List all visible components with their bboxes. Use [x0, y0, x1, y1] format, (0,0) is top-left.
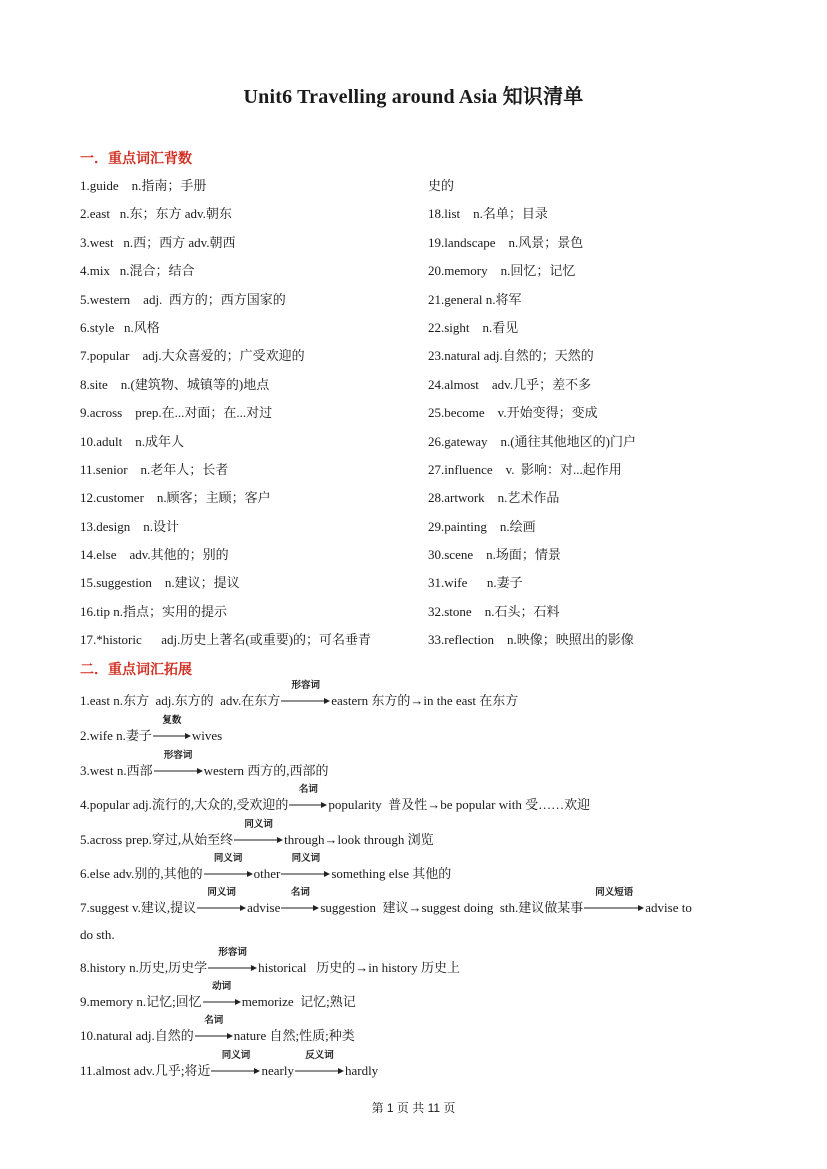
expansion-item: [80, 853, 452, 883]
vocab-item-text: 20.memory n.回忆；记忆: [428, 263, 576, 279]
vocab-item-text: 1.guide n.指南；手册: [80, 178, 207, 193]
vocab-item: [428, 262, 773, 290]
vocab-item-text: 32.stone n.石头；石料: [428, 603, 560, 619]
vocab-item: [80, 262, 425, 290]
expansion-text: hardly: [344, 1063, 379, 1078]
relation-arrow: [294, 1050, 345, 1080]
expansion-text: other: [253, 866, 281, 881]
expansion-item: [80, 784, 591, 814]
section-heading-expansion: 二．重点词汇拓展: [80, 661, 192, 677]
arrow-label: 名词: [298, 784, 318, 795]
vocab-item-text: 31.wife n.妻子: [428, 575, 523, 591]
expansion-text: popularity 普及性→be popular with 受……欢迎: [328, 797, 591, 812]
vocab-item: [80, 546, 425, 574]
expansion-item: [80, 750, 329, 780]
arrow-line-icon: [294, 1066, 345, 1076]
vocab-item: [80, 205, 425, 233]
vocab-item-text: 15.suggestion n.建议；提议: [80, 575, 240, 591]
vocab-item-text: 12.customer n.顾客；主顾；客户: [80, 490, 271, 506]
vocab-item: [428, 518, 773, 546]
vocab-item: [428, 376, 773, 404]
expansion-item: [80, 981, 356, 1011]
arrow-line-icon: [288, 800, 328, 810]
arrow-line-icon: [202, 997, 242, 1007]
vocab-item-text: 21.general n.将军: [428, 291, 522, 307]
vocab-item: [428, 574, 773, 602]
vocab-item: [428, 433, 773, 461]
vocab-item: [80, 603, 425, 631]
arrow-line-icon: [210, 1066, 261, 1076]
vocab-item-text: 14.else adv.其他的；别的: [80, 547, 229, 563]
vocab-item-text: 22.sight n.看见: [428, 319, 519, 335]
arrow-line-icon: [203, 869, 254, 879]
vocab-item: [428, 177, 773, 205]
vocab-item: [428, 489, 773, 517]
vocab-item-text: 2.east n.东；东方 adv.朝东: [80, 206, 232, 222]
vocab-item-text: 28.artwork n.艺术作品: [428, 490, 560, 506]
expansion-text: 1.east n.东方 adj.东方的 adv.在东方: [80, 693, 281, 708]
vocab-item: [80, 461, 425, 489]
arrow-line-icon: [280, 903, 320, 913]
arrow-line-icon: [280, 869, 331, 879]
vocab-list-left: [80, 177, 425, 660]
arrow-line-icon: [196, 903, 247, 913]
vocab-item-text: 17.*historic adj.历史上著名(或重要)的；可名垂青: [80, 632, 372, 648]
arrow-line-icon: [233, 835, 284, 845]
expansion-text: something else 其他的: [331, 866, 452, 881]
vocab-item-text: 33.reflection n.映像；映照出的影像: [428, 632, 634, 648]
expansion-text: 8.history n.历史,历史学: [80, 960, 208, 975]
arrow-label: 形容词: [291, 680, 321, 691]
expansion-item: [80, 1015, 355, 1045]
vocab-item: [80, 518, 425, 546]
expansion-item: [80, 680, 519, 710]
arrow-label: 同义词: [221, 1050, 251, 1061]
page-footer: 第 1 页 共 11 页: [371, 1101, 456, 1115]
vocab-item-text: 3.west n.西；西方 adv.朝西: [80, 234, 236, 250]
vocab-list-right: [428, 177, 773, 660]
page-title: Unit6 Travelling around Asia 知识清单: [243, 86, 584, 108]
relation-arrow: [288, 784, 328, 814]
vocab-item: [80, 376, 425, 404]
relation-arrow: [196, 887, 247, 917]
expansion-text: 11.almost adv.几乎;将近: [80, 1063, 211, 1078]
relation-arrow: [210, 1050, 261, 1080]
expansion-text: 4.popular adj.流行的,大众的,受欢迎的: [80, 797, 289, 812]
arrow-line-icon: [280, 696, 331, 706]
expansion-text: historical 历史的→in history 历史上: [258, 960, 460, 975]
expansion-text: eastern 东方的→in the east 在东方: [331, 693, 519, 708]
relation-arrow: [207, 947, 258, 977]
vocab-item: [428, 234, 773, 262]
arrow-line-icon: [194, 1031, 234, 1041]
vocab-item-text: 16.tip n.指点；实用的提示: [80, 603, 227, 619]
relation-arrow: [583, 887, 645, 917]
expansion-text: memorize 记忆;熟记: [241, 994, 356, 1009]
expansion-text: 6.else adv.别的,其他的: [80, 866, 203, 881]
arrow-line-icon: [153, 766, 204, 776]
vocab-item: [428, 631, 773, 659]
arrow-label: 复数: [162, 715, 182, 726]
arrow-label: 名词: [204, 1015, 224, 1026]
arrow-label: 同义词: [207, 887, 236, 898]
vocab-item-text: 8.site n.(建筑物、城镇等的)地点: [80, 376, 270, 392]
relation-arrow: [280, 680, 331, 710]
expansion-item: [80, 819, 434, 849]
expansion-text: suggestion 建议→suggest doing sth.建议做某事: [320, 900, 584, 915]
vocab-item-text: 30.scene n.场面；情景: [428, 547, 561, 563]
arrow-label: 同义词: [213, 853, 243, 864]
relation-arrow: [203, 853, 254, 883]
vocab-item-text: 6.style n.风格: [80, 319, 160, 335]
expansion-text: western 西方的,西部的: [203, 763, 329, 778]
relation-arrow: [280, 887, 320, 917]
relation-arrow: [280, 853, 331, 883]
vocab-item-text: 13.design n.设计: [80, 518, 179, 534]
expansion-item: [80, 715, 223, 745]
arrow-label: 同义短语: [595, 887, 634, 898]
relation-arrow: [202, 981, 242, 1011]
vocab-item: [80, 433, 425, 461]
expansion-text: 5.across prep.穿过,从始至终: [80, 832, 234, 847]
vocab-item-text: 9.across prep.在...对面；在...对过: [80, 405, 273, 421]
expansion-text: advise to: [645, 900, 692, 915]
vocab-item: [80, 489, 425, 517]
vocab-item: [80, 291, 425, 319]
vocab-item-text: 19.landscape n.风景；景色: [428, 234, 584, 250]
vocab-item: [428, 319, 773, 347]
expansion-text: advise: [247, 900, 281, 915]
expansion-continuation: do sth.: [80, 927, 115, 942]
expansion-text: through→look through 浏览: [284, 832, 434, 847]
vocab-item: [428, 291, 773, 319]
vocab-item-text: 4.mix n.混合；结合: [80, 263, 195, 279]
vocab-item-text: 27.influence v. 影响：对...起作用: [428, 461, 622, 477]
vocab-item: [428, 205, 773, 233]
arrow-label: 动词: [212, 981, 232, 992]
vocab-item-text: 29.painting n.绘画: [428, 518, 536, 534]
expansion-item: [80, 947, 460, 977]
arrow-label: 形容词: [218, 947, 247, 958]
expansion-text: 9.memory n.记忆;回忆: [80, 994, 202, 1009]
vocab-item: [80, 234, 425, 262]
expansion-text: 3.west n.西部: [80, 763, 153, 778]
expansion-text: 7.suggest v.建议,提议: [80, 900, 197, 915]
section-heading-vocab: 一．重点词汇背数: [80, 150, 192, 166]
vocab-item: [80, 574, 425, 602]
vocab-item-text: 史的: [428, 178, 455, 193]
vocab-item-text: 23.natural adj.自然的；天然的: [428, 348, 594, 364]
relation-arrow: [153, 750, 204, 780]
relation-arrow: [152, 715, 192, 745]
vocab-item-text: 7.popular adj.大众喜爱的；广受欢迎的: [80, 348, 305, 364]
vocab-item-text: 11.senior n.老年人；长者: [80, 461, 229, 477]
arrow-line-icon: [583, 903, 645, 913]
arrow-label: 名词: [290, 887, 310, 898]
relation-arrow: [233, 819, 284, 849]
arrow-label: 反义词: [305, 1050, 334, 1061]
vocab-item: [428, 461, 773, 489]
vocab-item: [80, 177, 425, 205]
vocab-item-text: 18.list n.名单；目录: [428, 206, 548, 222]
vocab-item-text: 26.gateway n.(通往其他地区的)门户: [428, 433, 636, 449]
vocab-item-text: 10.adult n.成年人: [80, 433, 184, 449]
vocab-item-text: 5.western adj. 西方的；西方国家的: [80, 291, 286, 307]
arrow-label: 同义词: [291, 853, 321, 864]
expansion-item: [80, 887, 692, 917]
arrow-line-icon: [207, 963, 258, 973]
arrow-line-icon: [152, 731, 192, 741]
arrow-label: 同义词: [244, 819, 273, 830]
vocab-item: [80, 404, 425, 432]
expansion-item: [80, 1050, 379, 1080]
expansion-text: wives: [191, 728, 223, 743]
arrow-label: 形容词: [163, 750, 193, 761]
vocab-item-text: 25.become v.开始变得；变成: [428, 405, 598, 421]
relation-arrow: [194, 1015, 234, 1045]
vocab-item: [80, 319, 425, 347]
vocab-item: [428, 347, 773, 375]
vocab-item: [428, 603, 773, 631]
expansion-text: nearly: [261, 1063, 294, 1078]
expansion-text: 10.natural adj.自然的: [80, 1028, 194, 1043]
vocab-item-text: 24.almost adv.几乎；差不多: [428, 376, 592, 392]
vocab-item: [428, 404, 773, 432]
vocab-item: [80, 631, 425, 659]
expansion-text: nature 自然;性质;种类: [233, 1028, 355, 1043]
vocab-item: [80, 347, 425, 375]
vocab-item: [428, 546, 773, 574]
expansion-text: 2.wife n.妻子: [80, 728, 152, 743]
